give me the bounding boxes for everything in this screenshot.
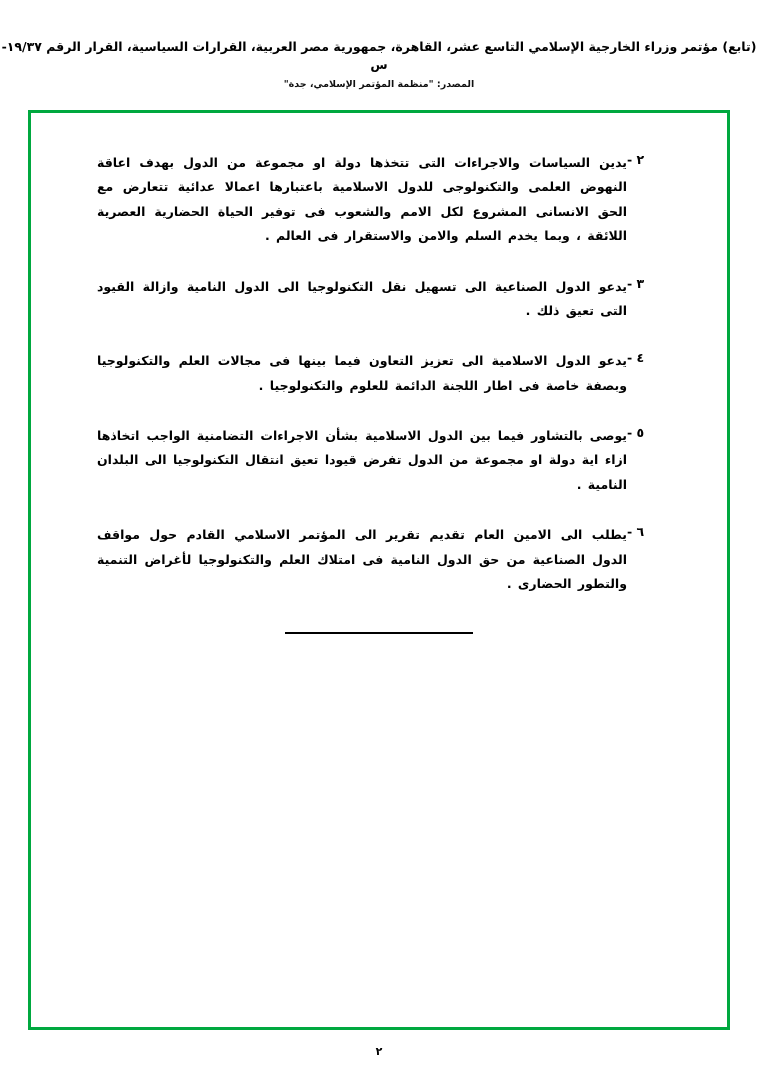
source-line: المصدر: "منظمة المؤتمر الإسلامي، جدة" [283,79,475,90]
clause-item [91,349,667,398]
clause-item [91,151,667,249]
clause-number: ٦ - [627,524,645,540]
section-end-rule-wrapper [91,632,667,634]
clause-text: يدعو الدول الاسلامية الى تعزيز التعاون فيما بينها فى مجالات العلم والتكنولوجيا وبصفة خاصة فى اطار اللجنة الدائمة للعلوم والتكنولوجيا . [97,353,627,393]
clause-number: ٥ - [627,425,645,440]
clause-number: ٣ - [627,275,645,291]
clause-item [91,424,667,497]
document-body [31,113,727,1027]
clause-text: يدين السياسات والاجراءات التى تتخذها دولة او مجموعة من الدول بهدف اعاقة النهوض العلمى والتكنولوجى للدول الاسلامية باعتبارها اعمالا عدائية تتعارض مع الحق الانسانى المشروع لكل الامم والشعوب فى توفير الحياة الحضارية العصرية اللائقة ، وبما يخدم السلم والامن والاستقرار فى العالم . [97,155,627,244]
clause-item [91,275,667,324]
clause-text: يدعو الدول الصناعية الى تسهيل نقل التكنولوجيا الى الدول النامية وازالة القيود التى تعيق ذلك . [97,278,627,318]
clause-number: ٢ - [627,152,645,167]
document-header [0,38,758,90]
clause-text: يطلب الى الامين العام تقديم تقرير الى المؤتمر الاسلامي القادم حول مواقف الدول الصناعية من حق الدول النامية فى امتلاك العلم والتكنولوجيا لأغراض التنمية والتطور الحضارى . [97,527,627,591]
page-border-frame [28,110,730,1030]
clause-text: يوصى بالتشاور فيما بين الدول الاسلامية بشأن الاجراءات التضامنية الواجب اتخاذها ازاء اية دولة او مجموعة من الدول تفرض قيودا تعيق انتقال التكنولوجيا الى البلدان النامية . [97,428,627,492]
clause-item [91,523,667,596]
page-number: ٢ [375,1045,383,1058]
section-end-rule [285,632,473,634]
page-title: (تابع) مؤتمر وزراء الخارجية الإسلامي التاسع عشر، القاهرة، جمهورية مصر العربية، القرارات السياسية، القرار الرقم ١٩/٣٧-س [1,39,757,72]
clause-number: ٤ - [627,350,645,366]
